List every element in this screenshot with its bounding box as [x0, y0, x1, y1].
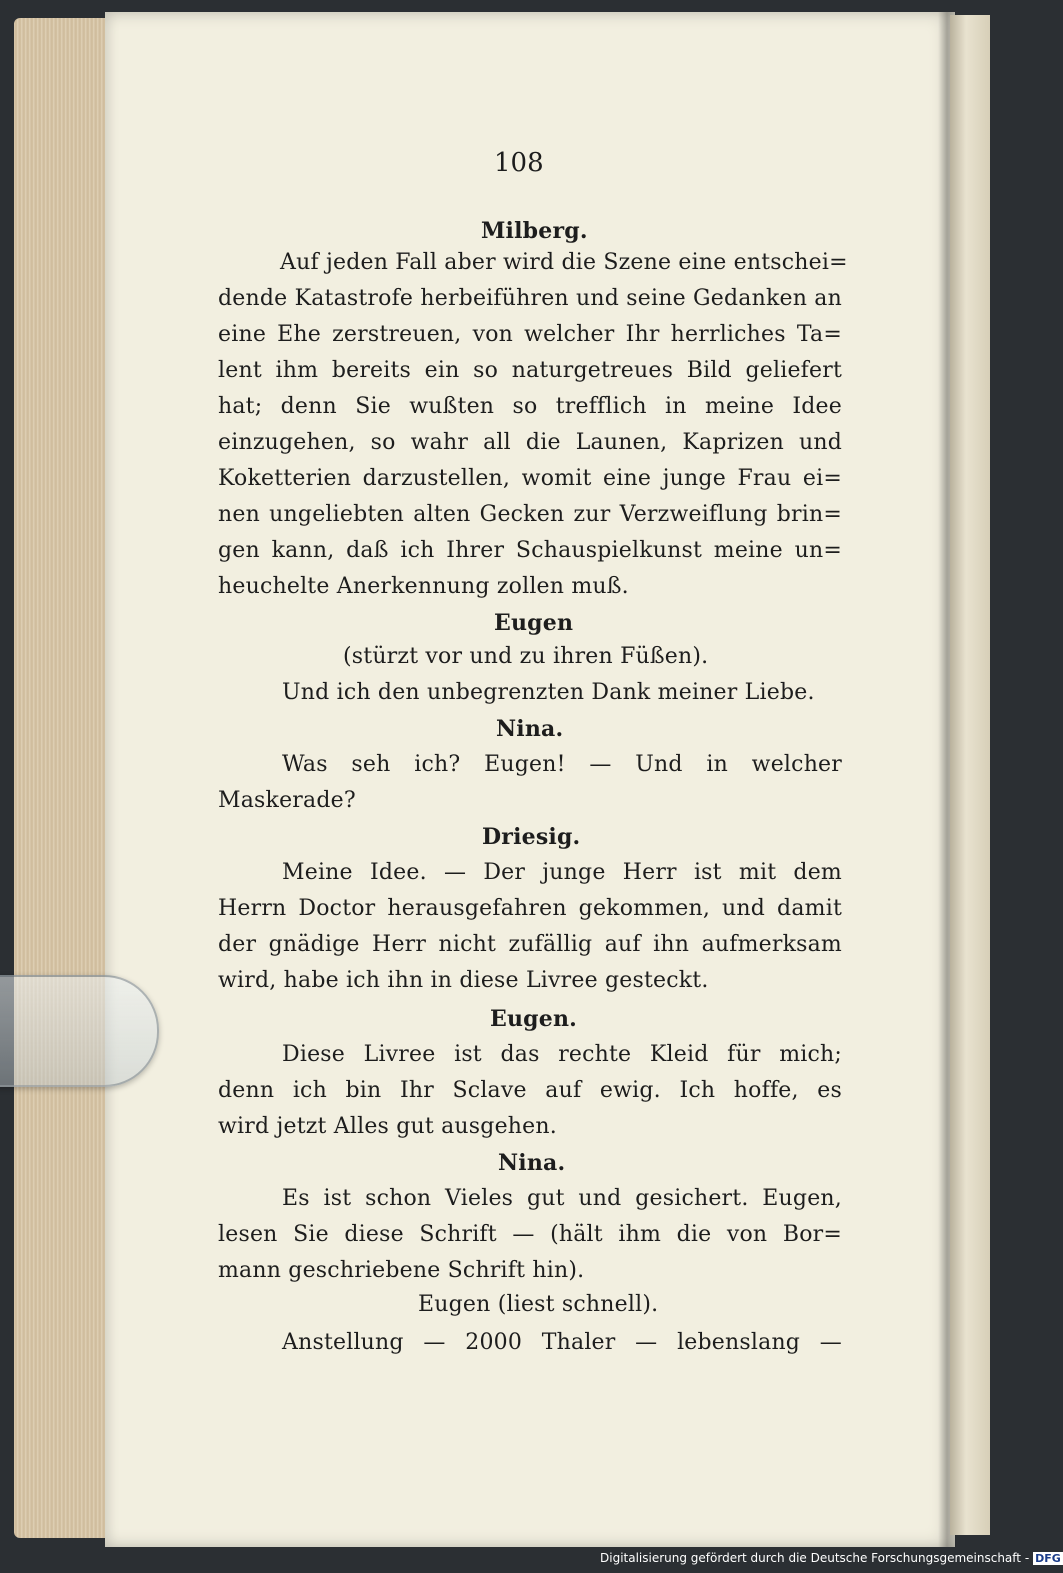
speaker-driesig: Driesig.	[482, 824, 581, 850]
speaker-eugen: Eugen	[494, 610, 574, 636]
text-line: nen ungeliebten alten Gecken zur Verzweiflung brin=	[218, 502, 842, 527]
speaker-eugen: Eugen.	[490, 1006, 577, 1032]
text-line: wird, habe ich ihn in diese Livree gesteckt.	[218, 968, 709, 993]
page-number: 108	[494, 148, 544, 178]
speaker-nina: Nina.	[498, 1150, 566, 1176]
text-line: Diese Livree ist das rechte Kleid für mich;	[282, 1042, 842, 1067]
text-line: mann geschriebene Schrift hin).	[218, 1258, 585, 1283]
stage-direction: (stürzt vor und zu ihren Füßen).	[343, 644, 709, 669]
text-line: denn ich bin Ihr Sclave auf ewig. Ich hoffe, es	[218, 1078, 842, 1103]
text-line: der gnädige Herr nicht zufällig auf ihn aufmerksam	[218, 932, 842, 957]
speaker-eugen-direction: Eugen (liest schnell).	[418, 1292, 659, 1317]
text-line: Koketterien darzustellen, womit eine junge Frau ei=	[218, 466, 842, 491]
text-line: Auf jeden Fall aber wird die Szene eine entschei=	[280, 250, 848, 275]
text-line: lesen Sie diese Schrift — (hält ihm die von Bor=	[218, 1222, 842, 1247]
text-line: Herrn Doctor herausgefahren gekommen, und damit	[218, 896, 842, 921]
speaker-milberg: Milberg.	[481, 218, 588, 244]
text-line: Es ist schon Vieles gut und gesichert. Eugen,	[282, 1186, 842, 1211]
text-line: Und ich den unbegrenzten Dank meiner Liebe.	[282, 680, 815, 705]
text-line: eine Ehe zerstreuen, von welcher Ihr herrliches Ta=	[218, 322, 842, 347]
text-line: gen kann, daß ich Ihrer Schauspielkunst meine un=	[218, 538, 842, 563]
text-line: wird jetzt Alles gut ausgehen.	[218, 1114, 557, 1139]
digitization-credit	[600, 1551, 1063, 1565]
text-line: Meine Idee. — Der junge Herr ist mit dem	[282, 860, 842, 885]
text-line: heuchelte Anerkennung zollen muß.	[218, 574, 629, 599]
credit-text: Digitalisierung gefördert durch die Deutsche Forschungsgemeinschaft -	[600, 1551, 1030, 1565]
text-line: hat; denn Sie wußten so trefflich in meine Idee	[218, 394, 842, 419]
text-line: Was seh ich? Eugen! — Und in welcher	[282, 752, 842, 777]
facing-page-edge	[950, 15, 990, 1535]
text-line: einzugehen, so wahr all die Launen, Kaprizen und	[218, 430, 842, 455]
page-holder-clip	[0, 975, 159, 1087]
speaker-nina: Nina.	[496, 716, 564, 742]
text-line: Anstellung — 2000 Thaler — lebenslang —	[282, 1330, 842, 1355]
text-line: Maskerade?	[218, 788, 356, 813]
text-line: dende Katastrofe herbeiführen und seine Gedanken an	[218, 286, 842, 311]
text-line: lent ihm bereits ein so naturgetreues Bild geliefert	[218, 358, 842, 383]
dfg-logo: DFG	[1035, 1552, 1061, 1565]
